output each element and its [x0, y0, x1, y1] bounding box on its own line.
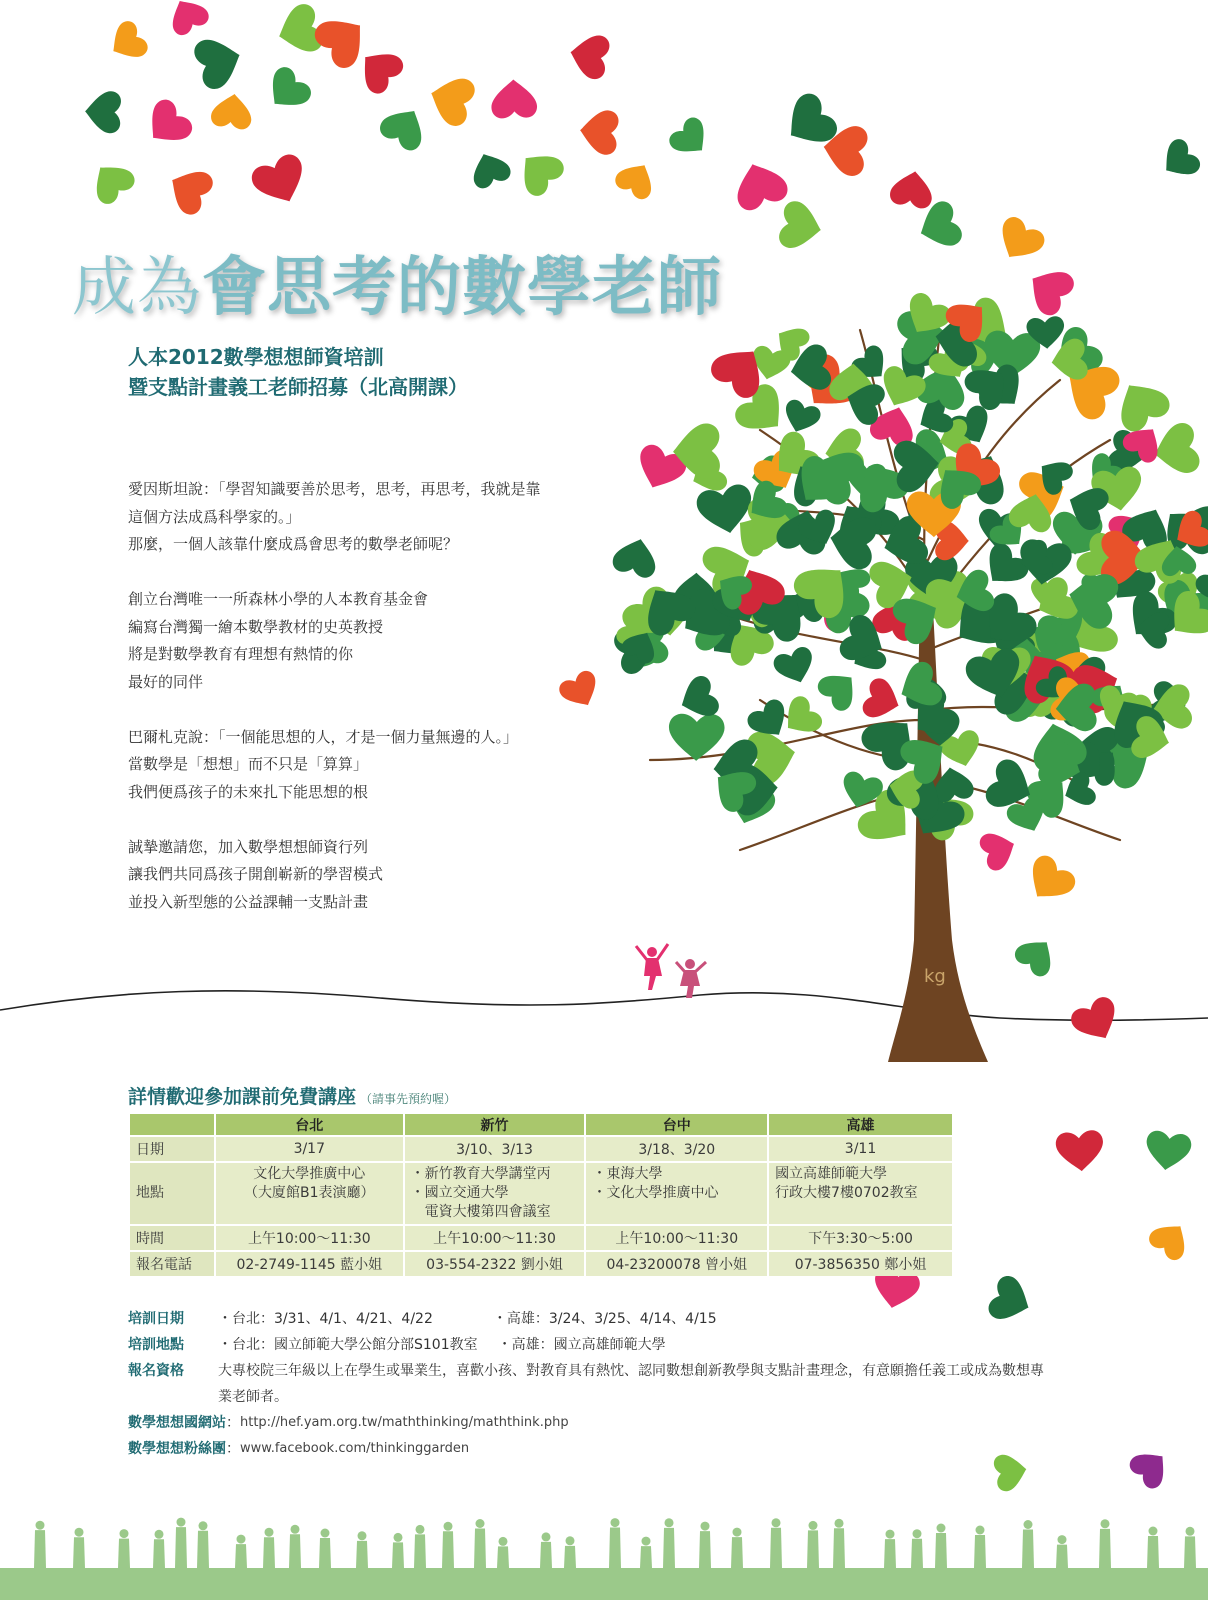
person-silhouette: [974, 1526, 986, 1569]
place-line: 行政大樓7樓0702教室: [775, 1185, 918, 1201]
person-silhouette: [319, 1529, 331, 1569]
column-header-taichung: 台中: [586, 1114, 767, 1135]
text-line: 那麼，一個人該靠什麼成爲會思考的數學老師呢？: [128, 535, 459, 553]
subtitle-line-2: 暨支點計畫義工老師招募（北高開課）: [128, 375, 468, 399]
heart-leaf-icon: [376, 100, 433, 155]
place-line: ・新竹教育大學講堂丙: [410, 1166, 551, 1182]
person-silhouette: [609, 1518, 621, 1568]
paragraph: [128, 724, 648, 807]
person-silhouette: [263, 1528, 275, 1568]
person-silhouette: [175, 1518, 187, 1568]
seminar-table: [128, 1112, 954, 1278]
paragraph: [128, 834, 648, 917]
text-line: 創立台灣唯一一所森林小學的人本教育基金會: [128, 590, 429, 608]
text-line: 這個方法成爲科學家的。」: [128, 507, 301, 526]
heart-leaf-icon: [259, 63, 315, 119]
eligibility-row: [128, 1358, 1058, 1410]
phone-hsinchu: 03-554-2322 劉小姐: [405, 1252, 585, 1276]
person-silhouette: [442, 1522, 454, 1568]
place-line: [222, 1203, 397, 1222]
heart-leaf-icon: [777, 199, 825, 253]
training-place-label: 培訓地點: [128, 1337, 184, 1353]
heart-leaf-icon: [510, 142, 568, 200]
bottom-grass-strip: [0, 1568, 1208, 1600]
table-header-row: [130, 1114, 952, 1135]
heart-leaf-icon: [860, 676, 905, 725]
time-hsinchu: 上午10:00～11:30: [405, 1226, 585, 1250]
column-header-hsinchu: 新竹: [405, 1114, 585, 1135]
subtitle-line-1: 人本2012數學想想師資培訓: [128, 345, 384, 369]
place-line: ・文化大學推廣中心: [592, 1185, 719, 1201]
table-row-place: [130, 1163, 952, 1224]
place-taichung: [586, 1163, 767, 1224]
website-label: 數學想想國網站: [128, 1415, 226, 1431]
corner-cell: [130, 1114, 214, 1135]
training-dates-label: 培訓日期: [128, 1311, 184, 1327]
person-silhouette: [540, 1532, 552, 1568]
person-silhouette: [640, 1537, 652, 1568]
table-row-date: [130, 1137, 952, 1161]
heart-leaf-icon: [814, 663, 865, 714]
row-label-phone: 報名電話: [130, 1252, 214, 1276]
place-line: ・東海大學: [592, 1166, 663, 1182]
seminar-heading-text: 詳情歡迎參加課前免費講座: [128, 1086, 357, 1108]
column-header-kaohsiung: 高雄: [769, 1114, 952, 1135]
time-kaohsiung: 下午3:30～5:00: [769, 1226, 952, 1250]
training-dates-row: [128, 1306, 1058, 1332]
heart-leaf-icon: [779, 397, 823, 437]
title-part-2: 會思考的數學老師: [202, 251, 722, 325]
person-silhouette: [911, 1529, 923, 1568]
person-silhouette: [392, 1533, 404, 1568]
heart-leaf-icon: [728, 156, 790, 214]
text-line: 巴爾札克說：「一個能思想的人，才是一個力量無邊的人。」: [128, 727, 519, 746]
person-silhouette: [807, 1521, 819, 1568]
eligibility-label: 報名資格: [128, 1363, 184, 1379]
colon: ：: [226, 1415, 240, 1431]
heart-leaf-icon: [612, 156, 661, 203]
text-line: 當數學是「想想」而不只是「算算」: [128, 755, 369, 773]
heart-leaf-icon: [210, 91, 255, 130]
heart-leaf-icon: [566, 31, 611, 81]
subtitle: [128, 342, 468, 402]
seminar-heading: [128, 1082, 456, 1109]
row-label-time: 時間: [130, 1226, 214, 1250]
training-place-row: [128, 1332, 1058, 1358]
person-silhouette: [1147, 1527, 1159, 1569]
heart-leaf-icon: [103, 18, 151, 68]
text-line: 並投入新型態的公益課輔一支點計畫: [128, 892, 369, 911]
person-silhouette: [356, 1531, 368, 1568]
place-hsinchu: [405, 1163, 585, 1224]
person-silhouette: [699, 1522, 711, 1568]
text-line: 編寫台灣獨一繪本數學教材的史英教授: [128, 617, 384, 636]
person-silhouette: [497, 1537, 509, 1568]
heart-leaf-icon: [977, 826, 1021, 873]
jumping-kids-illustration: [636, 944, 706, 998]
person-silhouette: [197, 1521, 209, 1568]
heart-leaf-icon: [466, 147, 513, 191]
place-kaohsiung: [769, 1163, 952, 1224]
heart-leaf-icon: [1143, 1129, 1193, 1173]
heart-leaf-icon: [1126, 1442, 1175, 1492]
person-silhouette: [73, 1528, 85, 1568]
table-row-time: [130, 1226, 952, 1250]
heart-leaf-icon: [191, 31, 247, 92]
person-silhouette: [1099, 1519, 1111, 1568]
person-silhouette: [564, 1536, 576, 1568]
heart-leaf-icon: [161, 160, 216, 218]
table-row-phone: [130, 1252, 952, 1276]
fanpage-link[interactable]: www.facebook.com/thinkinggarden: [240, 1441, 470, 1456]
heart-leaf-icon: [668, 713, 724, 761]
phone-taipei: 02-2749-1145 藍小姐: [216, 1252, 403, 1276]
text-line: 誠摯邀請您，加入數學想想師資行列: [128, 837, 369, 856]
person-silhouette: [153, 1530, 165, 1568]
place-taipei: [216, 1163, 403, 1224]
heart-leaf-icon: [1155, 136, 1204, 186]
heart-leaf-icon: [990, 213, 1048, 269]
person-silhouette: [34, 1521, 46, 1568]
people-silhouettes: [34, 1518, 1196, 1568]
heart-leaf-icon: [163, 0, 212, 38]
training-info: [128, 1306, 1058, 1462]
time-taipei: 上午10:00～11:30: [216, 1226, 403, 1250]
paragraph: [128, 586, 648, 696]
heart-leaf-icon: [1020, 259, 1078, 319]
time-taichung: 上午10:00～11:30: [586, 1226, 767, 1250]
row-label-place: 地點: [130, 1163, 214, 1224]
training-dates-taipei: ・台北：3/31、4/1、4/21、4/22: [218, 1311, 433, 1327]
training-place-taipei: ・台北：國立師範大學公館分部S101教室: [218, 1337, 478, 1353]
person-silhouette: [1056, 1535, 1068, 1568]
heart-leaf-icon: [84, 154, 138, 207]
person-silhouette: [1022, 1520, 1034, 1568]
place-line: 電資大樓第四會議室: [424, 1204, 551, 1220]
person-silhouette: [770, 1518, 782, 1568]
heart-leaf-icon: [1011, 930, 1062, 980]
person-silhouette: [833, 1519, 845, 1568]
colon: ：: [226, 1441, 240, 1457]
person-silhouette: [884, 1530, 896, 1568]
person-silhouette: [663, 1518, 675, 1568]
trunk-kg-mark: kg: [924, 966, 946, 987]
person-silhouette: [935, 1524, 947, 1569]
person-silhouette: [414, 1525, 426, 1568]
date-taichung: 3/18、3/20: [586, 1137, 767, 1161]
heart-leaf-icon: [138, 95, 197, 154]
training-place-kaohsiung: ・高雄：國立高雄師範大學: [497, 1337, 666, 1353]
intro-text: [128, 476, 648, 944]
place-line: ・國立交通大學: [410, 1185, 509, 1201]
text-line: 讓我們共同爲孩子開創嶄新的學習模式: [128, 865, 384, 883]
paragraph: [128, 476, 648, 559]
phone-kaohsiung: 07-3856350 鄭小姐: [769, 1252, 952, 1276]
heart-leaf-icon: [490, 79, 537, 119]
website-row: [128, 1410, 1058, 1436]
place-line: 國立高雄師範大學: [775, 1166, 888, 1182]
date-taipei: 3/17: [216, 1137, 403, 1161]
heart-leaf-icon: [1055, 1129, 1105, 1173]
text-line: 我們便爲孩子的未來扎下能思想的根: [128, 782, 369, 801]
seminar-heading-note: （請事先預約喔）: [360, 1092, 457, 1106]
heart-leaf-icon: [1019, 851, 1080, 910]
date-hsinchu: 3/10、3/13: [405, 1137, 585, 1161]
heart-leaf-icon: [248, 151, 313, 212]
person-silhouette: [1184, 1527, 1196, 1568]
fanpage-label: 數學想想粉絲團: [128, 1441, 226, 1457]
place-line: 文化大學推廣中心: [253, 1166, 366, 1182]
heart-leaf-icon: [771, 644, 819, 689]
column-header-taipei: 台北: [216, 1114, 403, 1135]
text-line: 愛因斯坦說：「學習知識要善於思考，思考，再思考，我就是靠: [128, 480, 541, 498]
heart-leaf-icon: [888, 168, 936, 210]
page-title: [72, 236, 722, 328]
heart-leaf-icon: [424, 70, 478, 129]
heart-leaf-icon: [84, 90, 121, 133]
heart-leaf-icon: [1146, 1215, 1196, 1264]
person-silhouette: [118, 1529, 130, 1568]
person-silhouette: [289, 1525, 301, 1568]
eligibility-text: 大專校院三年級以上在學生或畢業生，喜歡小孩、對教育具有熱忱、認同數想創新教學與支點計畫理念，有意願擔任義工或成為數想專業老師者。: [218, 1363, 1044, 1405]
place-line: （大廈館B1表演廳）: [244, 1185, 375, 1201]
row-label-date: 日期: [130, 1137, 214, 1161]
text-line: 將是對數學教育有理想有熱情的你: [128, 645, 354, 663]
person-silhouette: [474, 1519, 486, 1568]
person-silhouette: [731, 1528, 743, 1568]
tree-leaves: [610, 289, 1208, 856]
text-line: 最好的同伴: [128, 672, 204, 691]
fanpage-row: [128, 1436, 1058, 1462]
title-part-1: 成為: [72, 251, 202, 325]
heart-leaf-icon: [1067, 993, 1125, 1048]
ground-line: [0, 991, 1208, 1020]
training-dates-kaohsiung: ・高雄：3/24、3/25、4/14、4/15: [492, 1311, 717, 1327]
phone-taichung: 04-23200078 曾小姐: [586, 1252, 767, 1276]
person-silhouette: [235, 1535, 247, 1568]
heart-leaf-icon: [351, 41, 407, 98]
date-kaohsiung: 3/11: [769, 1137, 952, 1161]
heart-leaf-icon: [666, 114, 716, 164]
website-link[interactable]: http://hef.yam.org.tw/maththinking/maththink.php: [240, 1415, 569, 1430]
heart-leaf-icon: [578, 108, 619, 156]
